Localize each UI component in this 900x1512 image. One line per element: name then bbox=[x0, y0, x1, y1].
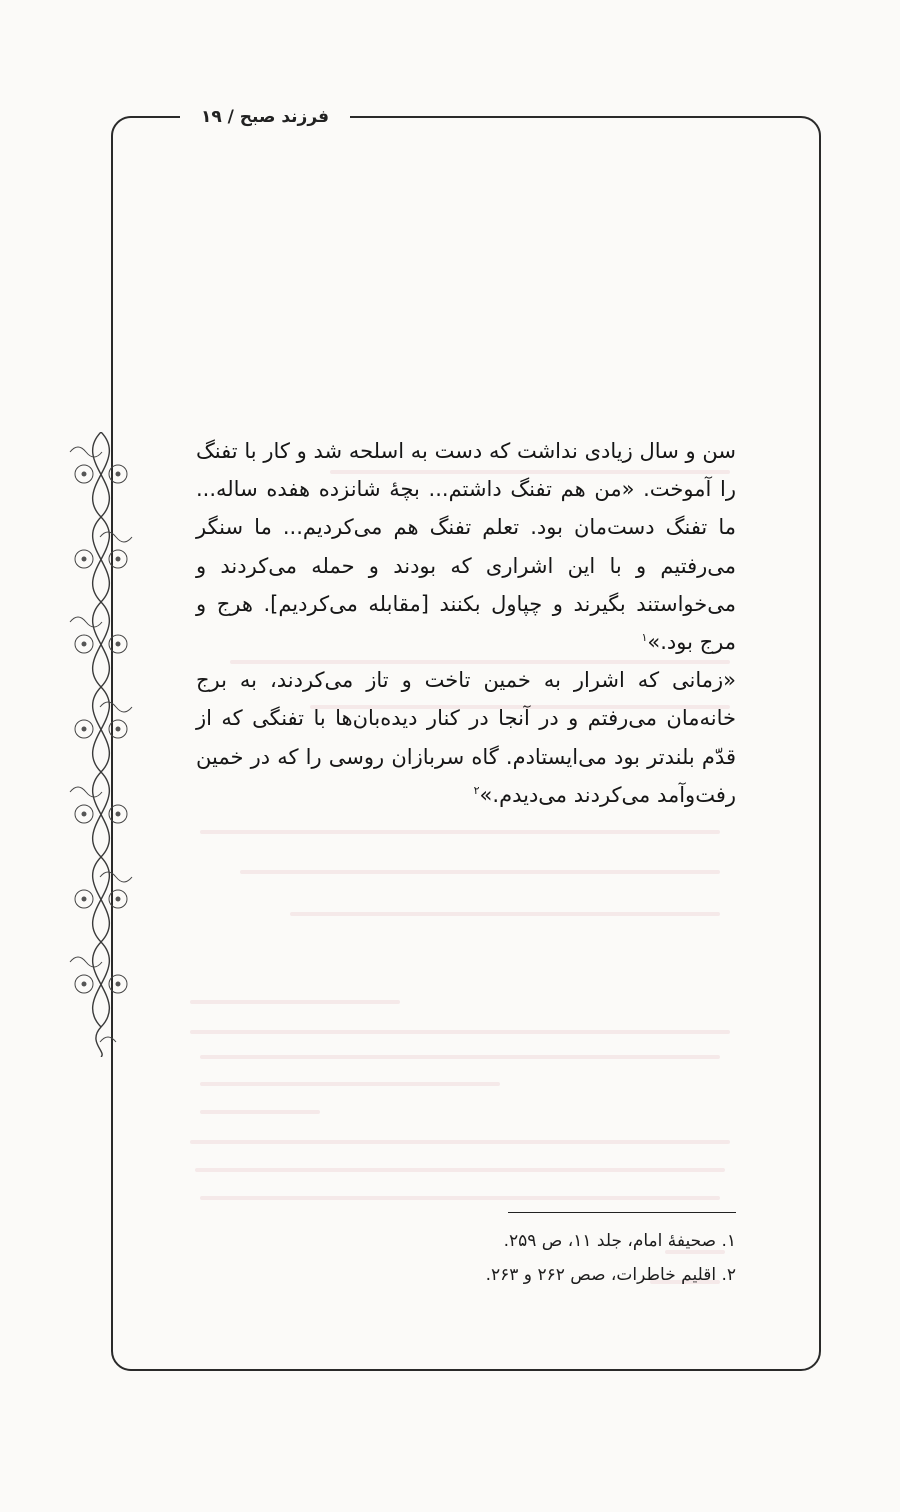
floral-ornament-icon bbox=[62, 432, 140, 1057]
footnote-1: ۱. صحیفهٔ امام، جلد ۱۱، ص ۲۵۹. bbox=[503, 1231, 736, 1251]
footnote-ref-1: ۱ bbox=[641, 631, 648, 645]
paragraph-2: «زمانی که اشرار به خمین تاخت و تاز می‌کردند، به برج خانه‌مان می‌رفتم و در آنجا در کنار دیده‌بان‌ها با تفنگی که از قدّم بلندتر بود می‌ایستادم. گاه سربازان روسی را که در خمین رفت‌وآمد می‌کردند می‌دیدم.»$^۲$ bbox=[196, 668, 736, 807]
footnote-divider bbox=[508, 1212, 736, 1213]
running-header bbox=[180, 100, 350, 134]
footnotes bbox=[300, 1224, 736, 1292]
body-text bbox=[196, 432, 736, 814]
running-title: فرزند صبح / ۱۹ bbox=[200, 107, 330, 127]
paragraph-1: سن و سال زیادی نداشت که دست به اسلحه شد و کار با تفنگ را آموخت. «من هم تفنگ داشتم... بچهٔ شانزده هفده ساله... ما تفنگ دست‌مان بود. تعلم تفنگ هم می‌کردیم... ما سنگر می‌رفتیم و با این اشراری که بودند و حمله می‌کردند و می‌خواستند بگیرند و چپاول بکنند [مقابله می‌کردیم]. هرج و مرج بود.»$^۱$ bbox=[196, 439, 736, 655]
footnote-2: ۲. اقلیم خاطرات، صص ۲۶۲ و ۲۶۳. bbox=[485, 1265, 736, 1285]
footnote-ref-2: ۲ bbox=[473, 783, 480, 797]
